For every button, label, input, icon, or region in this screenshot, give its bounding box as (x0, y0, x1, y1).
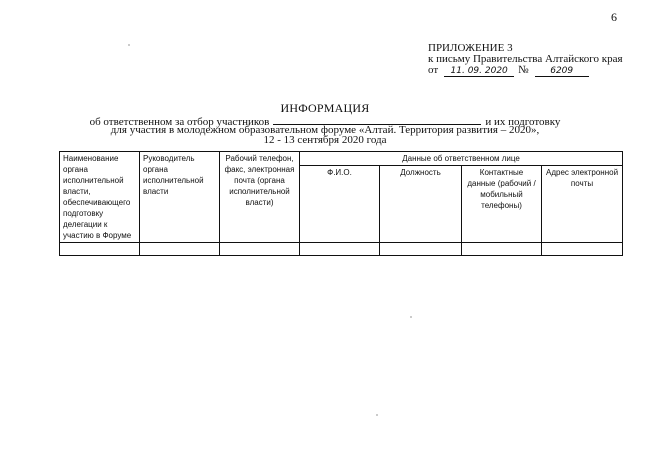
header-cell-contacts: Рабочий телефон, факс, электронная почта (органа исполнительной власти) (220, 152, 300, 243)
table-header-row (60, 152, 623, 166)
page-number: 6 (611, 10, 617, 24)
header-cell-responsible-person: Данные об ответственном лице (300, 152, 623, 166)
appendix-title: ПРИЛОЖЕНИЕ 3 (428, 42, 513, 54)
table-cell (60, 243, 140, 256)
information-table (59, 151, 623, 256)
table-cell (542, 243, 623, 256)
table-cell (300, 243, 380, 256)
header-cell-organ: Наименование органа исполнительной власти, обеспечивающего подготовку делегации к участию в Форуме (60, 152, 140, 243)
table-row (60, 243, 623, 256)
from-label: от (428, 64, 439, 76)
appendix-date-line (428, 65, 623, 77)
scan-speck (410, 316, 412, 318)
subheader-cell-fio: Ф.И.О. (300, 166, 380, 243)
subheader-cell-phones: Контактные данные (рабочий / мобильный телефоны) (462, 166, 542, 243)
subheader-cell-position: Должность (380, 166, 462, 243)
subtitle-line-2: для участия в молодежном образовательном форуме «Алтай. Территория развития – 2020», (110, 124, 540, 136)
subtitle-right: и их подготовку (485, 116, 561, 128)
subheader-cell-email: Адрес электронной почты (542, 166, 623, 243)
scan-speck (376, 414, 378, 416)
scan-speck (128, 44, 130, 46)
table-cell (380, 243, 462, 256)
table-cell (140, 243, 220, 256)
subtitle-left: об ответственном за отбор участников (89, 116, 270, 128)
letter-date: 11. 09. 2020 (444, 66, 514, 77)
header-cell-head: Руководитель органа исполнительной власти (140, 152, 220, 243)
number-label: № (518, 64, 529, 76)
letter-number: 6209 (535, 66, 589, 77)
document-title: ИНФОРМАЦИЯ (280, 101, 370, 115)
table-cell (462, 243, 542, 256)
appendix-block (428, 43, 623, 77)
subtitle-line-3: 12 - 13 сентября 2020 года (263, 134, 387, 146)
appendix-letter-line: к письму Правительства Алтайского края (428, 53, 623, 65)
table-cell (220, 243, 300, 256)
